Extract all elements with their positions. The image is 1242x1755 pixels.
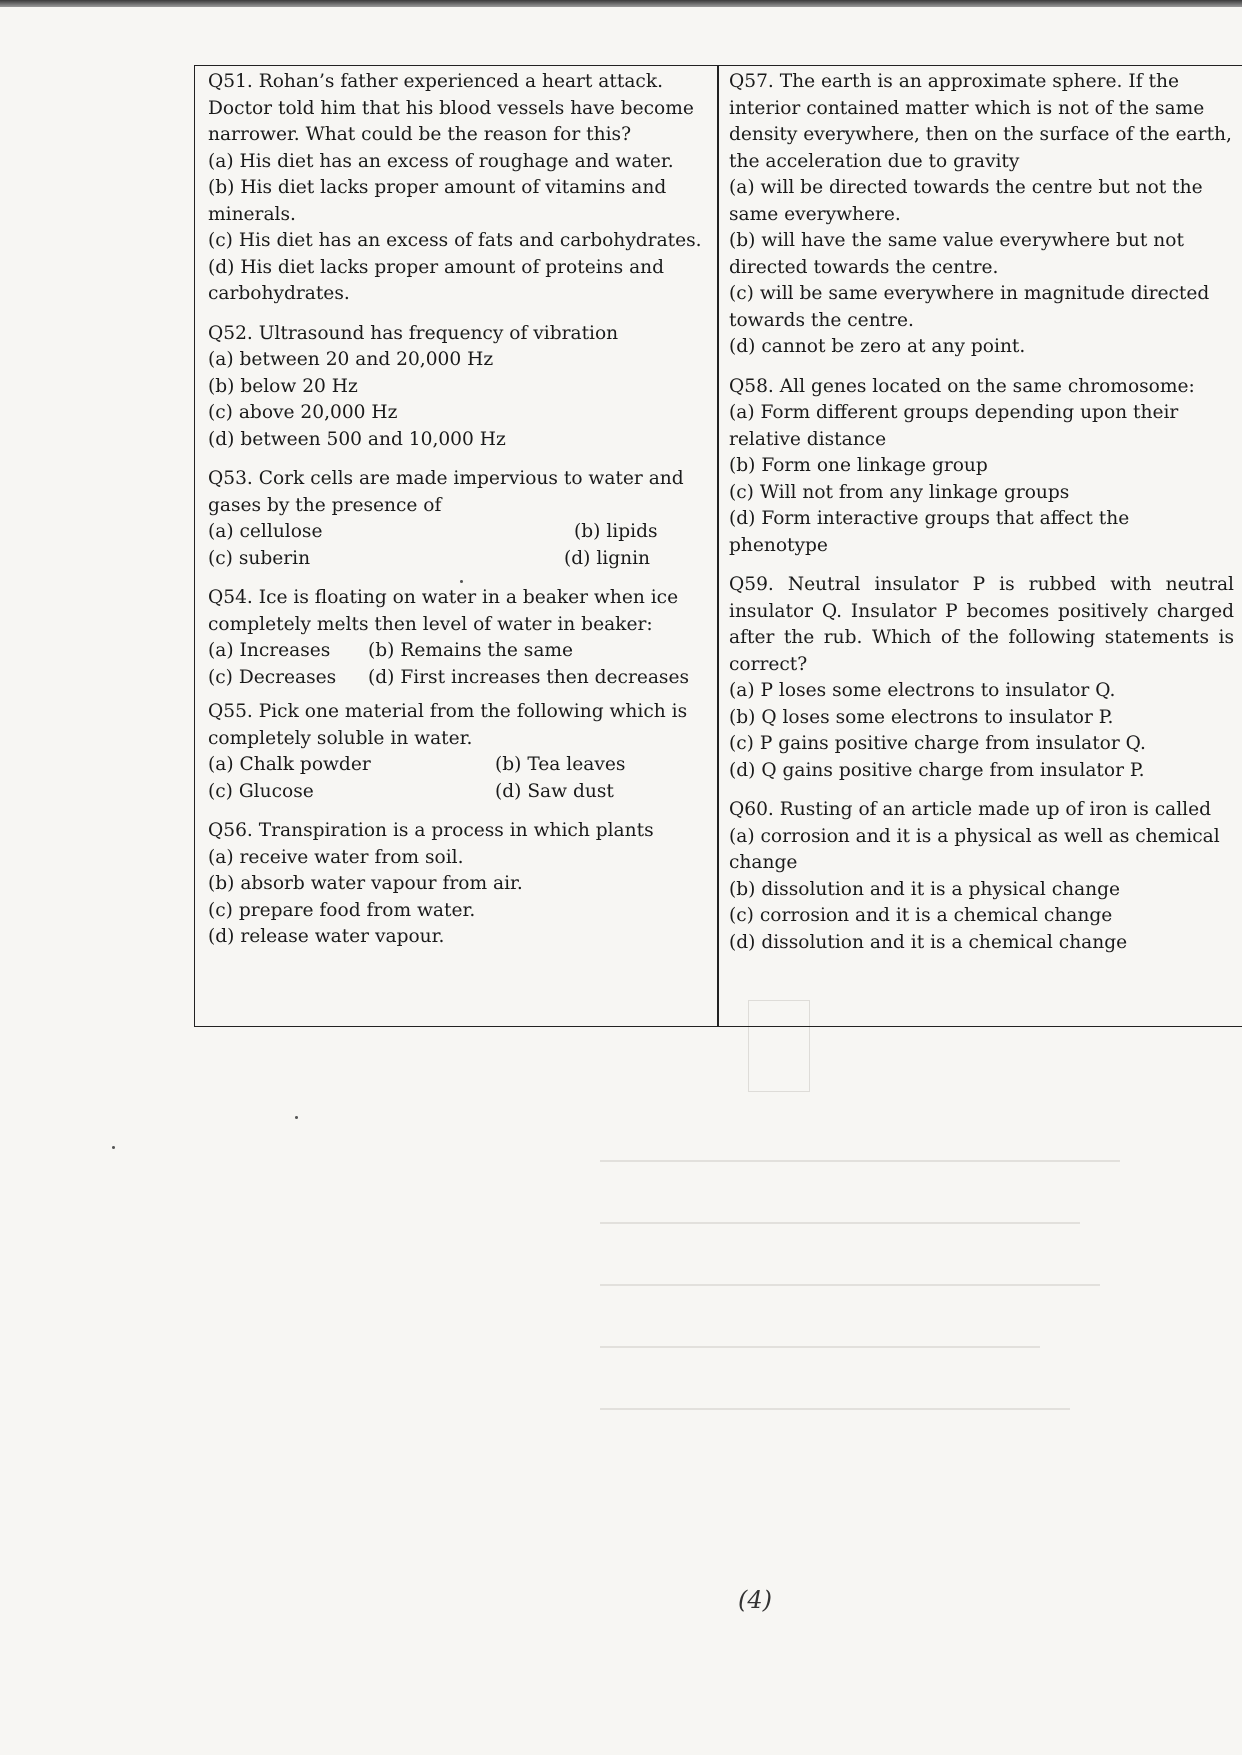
question-stem: Q52. Ultrasound has frequency of vibration (208, 322, 619, 344)
page-top-edge (0, 0, 1242, 7)
option-b: (b) will have the same value everywhere but not directed towards the centre. (729, 230, 1184, 278)
option-b: (b) below 20 Hz (208, 375, 358, 397)
left-column (208, 69, 708, 951)
question-56 (208, 818, 708, 951)
option-a: (a) corrosion and it is a physical as well as chemical change (729, 825, 1220, 873)
question-stem: Q58. All genes located on the same chromosome: (729, 375, 1195, 397)
option-a: (a) between 20 and 20,000 Hz (208, 349, 494, 370)
option-a: (a) receive water from soil. (208, 846, 464, 868)
option-b: (b) Remains the same (368, 640, 574, 661)
question-57 (729, 69, 1234, 361)
speck (295, 1116, 298, 1119)
option-c: (c) suberin (208, 547, 311, 569)
option-c: (c) P gains positive charge from insulator Q. (729, 733, 1146, 754)
option-a: (a) His diet has an excess of roughage and water. (208, 150, 674, 172)
question-54 (208, 585, 708, 691)
option-b: (b) dissolution and it is a physical change (729, 878, 1121, 900)
question-59 (729, 572, 1234, 784)
column-divider (717, 65, 719, 1026)
question-stem: Q53. Cork cells are made impervious to water and gases by the presence of (208, 468, 684, 516)
option-b: (b) Q loses some electrons to insulator P. (729, 706, 1114, 728)
option-c: (c) above 20,000 Hz (208, 402, 398, 423)
question-51 (208, 69, 708, 308)
option-b: (b) absorb water vapour from air. (208, 873, 523, 894)
question-53 (208, 466, 708, 572)
option-d: (d) Form interactive groups that affect the phenotype (729, 508, 1130, 556)
option-b: (b) lipids (574, 521, 658, 542)
question-55 (208, 699, 708, 805)
question-58 (729, 374, 1234, 560)
option-c: (c) Will not from any linkage groups (729, 481, 1070, 503)
option-c: (c) prepare food from water. (208, 899, 476, 921)
option-d: (d) First increases then decreases (368, 666, 690, 688)
speck (460, 580, 463, 583)
page-number: (4) (738, 1586, 772, 1614)
option-c: (c) Decreases (208, 666, 337, 688)
option-c: (c) corrosion and it is a chemical change (729, 905, 1113, 926)
option-b: (b) Form one linkage group (729, 455, 988, 476)
question-stem: Q56. Transpiration is a process in which plants (208, 820, 654, 841)
option-d: (d) His diet lacks proper amount of proteins and carbohydrates. (208, 256, 665, 304)
option-d: (d) between 500 and 10,000 Hz (208, 428, 506, 450)
option-c: (c) Glucose (208, 780, 314, 802)
option-d: (d) Saw dust (495, 780, 614, 802)
question-60 (729, 797, 1234, 956)
question-stem: Q54. Ice is floating on water in a beaker when ice completely melts then level of water in beaker: (208, 587, 679, 635)
option-a: (a) Form different groups depending upon their relative distance (729, 402, 1179, 450)
bleed-through-marks (600, 1130, 1160, 1550)
option-b: (b) Tea leaves (495, 754, 626, 775)
option-d: (d) lignin (564, 547, 651, 569)
question-stem: Q60. Rusting of an article made up of iron is called (729, 799, 1211, 820)
option-c: (c) His diet has an excess of fats and carbohydrates. (208, 230, 702, 251)
option-a: (a) P loses some electrons to insulator Q. (729, 680, 1116, 701)
option-b: (b) His diet lacks proper amount of vitamins and minerals. (208, 177, 667, 225)
right-column (729, 69, 1234, 956)
option-a: (a) Chalk powder (208, 754, 371, 775)
option-d: (d) cannot be zero at any point. (729, 336, 1026, 357)
question-stem: Q57. The earth is an approximate sphere. If the interior contained matter which is not of the same density everywhere, then on the surface of the earth, the acceleration due to gravity (729, 71, 1232, 172)
option-d: (d) Q gains positive charge from insulator P. (729, 759, 1145, 781)
option-d: (d) dissolution and it is a chemical change (729, 931, 1128, 953)
question-stem: Q59. Neutral insulator P is rubbed with neutral insulator Q. Insulator P becomes positively charged after the rub. Which of the following statements is correct? (729, 574, 1234, 675)
question-52 (208, 321, 708, 454)
question-stem: Q51. Rohan’s father experienced a heart attack. Doctor told him that his blood vessels have become narrower. What could be the reason for this? (208, 71, 694, 145)
option-d: (d) release water vapour. (208, 926, 445, 947)
speck (112, 1146, 115, 1149)
option-c: (c) will be same everywhere in magnitude directed towards the centre. (729, 283, 1210, 331)
option-a: (a) will be directed towards the centre but not the same everywhere. (729, 177, 1203, 225)
question-stem: Q55. Pick one material from the following which is completely soluble in water. (208, 701, 688, 749)
option-a: (a) Increases (208, 640, 331, 661)
option-a: (a) cellulose (208, 521, 323, 542)
